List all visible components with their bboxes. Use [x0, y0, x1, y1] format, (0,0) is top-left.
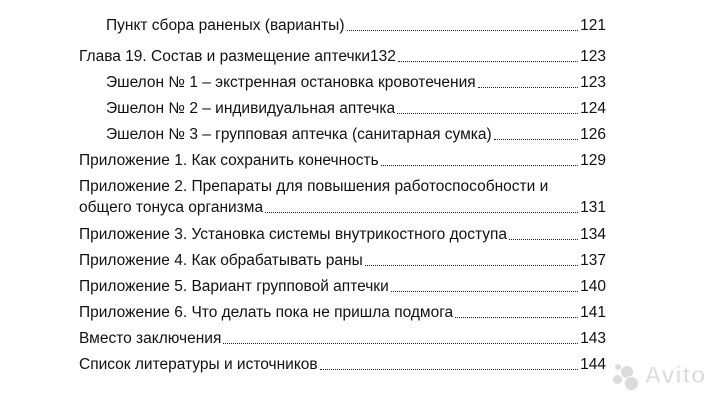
toc-entry-page: 143: [580, 330, 606, 347]
toc-entry: [79, 177, 606, 217]
toc-entry-page: 144: [580, 356, 606, 373]
toc-entry: [79, 277, 606, 296]
toc-entry-title: Эшелон № 3 – групповая аптечка (санитарная сумка): [106, 126, 492, 143]
dot-leader: [494, 139, 578, 140]
toc-entry-page: 134: [580, 226, 606, 243]
toc-entry-title: Приложение 1. Как сохранить конечность: [79, 152, 379, 169]
toc-entry-page: 123: [580, 74, 606, 91]
dot-leader: [455, 317, 578, 318]
toc-entry-page: 123: [580, 48, 606, 65]
toc-entry-title: Глава 19. Состав и размещение аптечки132: [79, 48, 396, 65]
toc-entry-page: 137: [580, 252, 606, 269]
dot-leader: [320, 369, 579, 370]
avito-logo-icon: [612, 363, 638, 389]
toc-entry: [79, 225, 606, 244]
toc-entry-page: 121: [580, 17, 606, 34]
toc-entry: [79, 303, 606, 322]
dot-leader: [365, 265, 578, 266]
toc-entry-title: Эшелон № 2 – индивидуальная аптечка: [106, 100, 396, 117]
toc-entry: [79, 329, 606, 348]
toc-entry-title-line1: Приложение 2. Препараты для повышения работоспособности и: [79, 178, 549, 195]
toc-entry-page: 141: [580, 304, 606, 321]
avito-watermark: [612, 362, 706, 390]
toc-entry-title: Пункт сбора раненых (варианты): [106, 17, 345, 34]
dot-leader: [397, 113, 578, 114]
dot-leader: [478, 87, 578, 88]
toc-entry: [79, 151, 606, 170]
avito-watermark-text: Avito: [644, 362, 706, 389]
toc-entry-title: Приложение 4. Как обрабатывать раны: [79, 252, 363, 269]
toc-entry: [106, 73, 606, 92]
dot-leader: [391, 291, 578, 292]
toc-entry-title: Эшелон № 1 – экстренная остановка кровотечения: [106, 74, 476, 91]
toc-entry-title: Вместо заключения: [79, 330, 222, 347]
toc-entry: [79, 251, 606, 270]
dot-leader: [347, 30, 579, 31]
toc-entry: [79, 355, 606, 374]
dot-leader: [381, 165, 578, 166]
dot-leader: [223, 343, 578, 344]
toc-entry-title: Список литературы и источников: [79, 356, 318, 373]
toc-entry-title: Приложение 3. Установка системы внутрикостного доступа: [79, 226, 508, 243]
toc-entry-title-line2: общего тонуса организма: [79, 199, 264, 216]
toc-entry-page: 129: [580, 152, 606, 169]
toc-entry-title: Приложение 6. Что делать пока не пришла подмога: [79, 304, 454, 321]
toc-entry: [106, 16, 606, 35]
toc-entry: [106, 99, 606, 118]
toc-entry-page: 124: [580, 100, 606, 117]
dot-leader: [265, 212, 578, 213]
toc-entry-title: Приложение 5. Вариант групповой аптечки: [79, 278, 389, 295]
toc-entry: [79, 47, 606, 66]
toc-entry: [106, 125, 606, 144]
dot-leader: [509, 239, 578, 240]
toc-entry-page: 126: [580, 126, 606, 143]
toc-entry-page: 140: [580, 278, 606, 295]
dot-leader: [398, 61, 578, 62]
toc-entry-page: 131: [580, 199, 606, 216]
